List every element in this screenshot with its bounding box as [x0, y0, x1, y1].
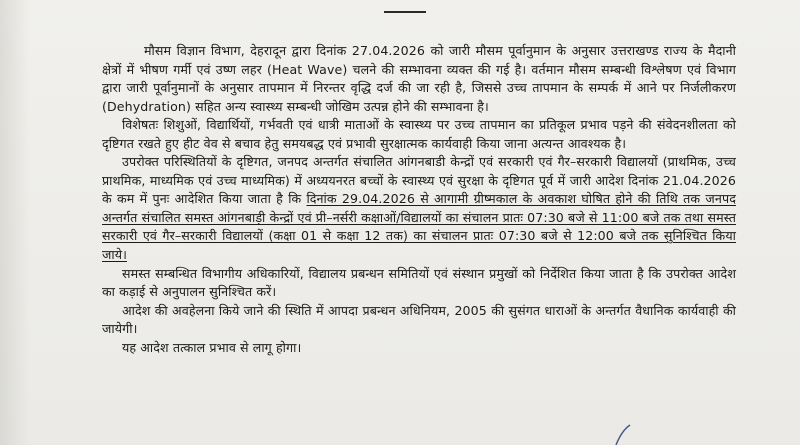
paragraph-effective-immediately	[102, 339, 736, 358]
paragraph-text: उपरोक्त परिस्थितियों के दृष्टिगत, जनपद अन्तर्गत संचालित आंगनबाडी केन्द्रों एवं सरकारी एवं गैर–सरकारी विद्यालयों (प्राथमिक, उच्च प्राथमिक, माध्यमिक एवं उच्च माध्यमिक) में अध्ययनरत बच्चों के स्वास्थ्य एवं सुरक्षा के दृष्टिगत पूर्व में जारी आदेश दिनांक 21.04.2026 के कम में पुनः आदेशित किया जाता है कि	[102, 154, 736, 207]
underlined-order-text: दिनांक 29.04.2026 से आगामी ग्रीष्मकाल के अवकाश घोषित होने की तिथि तक जनपद अन्तर्गत संचालित समस्त आंगनबाड़ी केन्द्रों एवं प्री–नर्सरी कक्षाओं/विद्यालयों का संचालन प्रातः 07:30 बजे से 11:00 बजे तक तथा समस्त सरकारी एवं गैर–सरकारी विद्यालयों (कक्षा 01 से कक्षा 12 तक) का संचालन प्रातः 07:30 बजे से 12:00 बजे तक सुनिश्चित किया जाये।	[102, 191, 736, 263]
signature-stroke-icon	[610, 405, 650, 445]
paragraph-heat-wave-forecast	[102, 42, 736, 116]
paragraph-legal-action	[102, 302, 736, 339]
header-rule	[384, 11, 426, 13]
page-shadow	[0, 0, 30, 445]
document-body	[102, 42, 736, 357]
paragraph-text: यह आदेश तत्काल प्रभाव से लागू होगा।	[122, 339, 302, 355]
paragraph-text: विशेषतः शिशुओं, विद्यार्थियों, गर्भवती एवं धात्री माताओं के स्वास्थ्य पर उच्च तापमान का प्रतिकूल प्रभाव पड़ने की संवेदनशीलता को दृष्टिगत रखते हुए हीट वेव से बचाव हेतु समयबद्ध एवं प्रभावी सुरक्षात्मक कार्यवाही किया जाना अत्यन्त आवश्यक है।	[102, 117, 736, 151]
paragraph-vulnerable-groups	[102, 116, 736, 153]
paragraph-compliance-instruction	[102, 265, 736, 302]
paragraph-text: आदेश की अवहेलना किये जाने की स्थिति में आपदा प्रबन्धन अधिनियम, 2005 की सुसंगत धाराओं के अन्तर्गत वैधानिक कार्यवाही की जायेगी।	[102, 302, 736, 337]
paragraph-text: समस्त सम्बन्धित विभागीय अधिकारियों, विद्यालय प्रबन्धन समितियों एवं संस्थान प्रमुखों को निर्देशित किया जाता है कि उपरोक्त आदेश का कड़ाई से अनुपालन सुनिश्चित करें।	[102, 265, 736, 300]
paragraph-text: मौसम विज्ञान विभाग, देहरादून द्वारा दिनांक 27.04.2026 को जारी मौसम पूर्वानुमान के अनुसार उत्तराखण्ड राज्य के मैदानी क्षेत्रों में भीषण गर्मी एवं उष्ण लहर (Heat Wave) चलने की सम्भावना व्यक्त की गई है। वर्तमान मौसम सम्बन्धी विश्लेषण एवं विभाग द्वारा जारी पूर्वानुमानों के अनुसार तापमान में निरन्तर वृद्धि दर्ज की जा रही है, जिससे उच्च तापमान के सम्पर्क में आने पर निर्जलीकरण (Dehydration) सहित अन्य स्वास्थ्य सम्बन्धी जोखिम उत्पन्न होने की सम्भावना है।	[102, 43, 736, 114]
paragraph-school-timing-order	[102, 153, 736, 264]
